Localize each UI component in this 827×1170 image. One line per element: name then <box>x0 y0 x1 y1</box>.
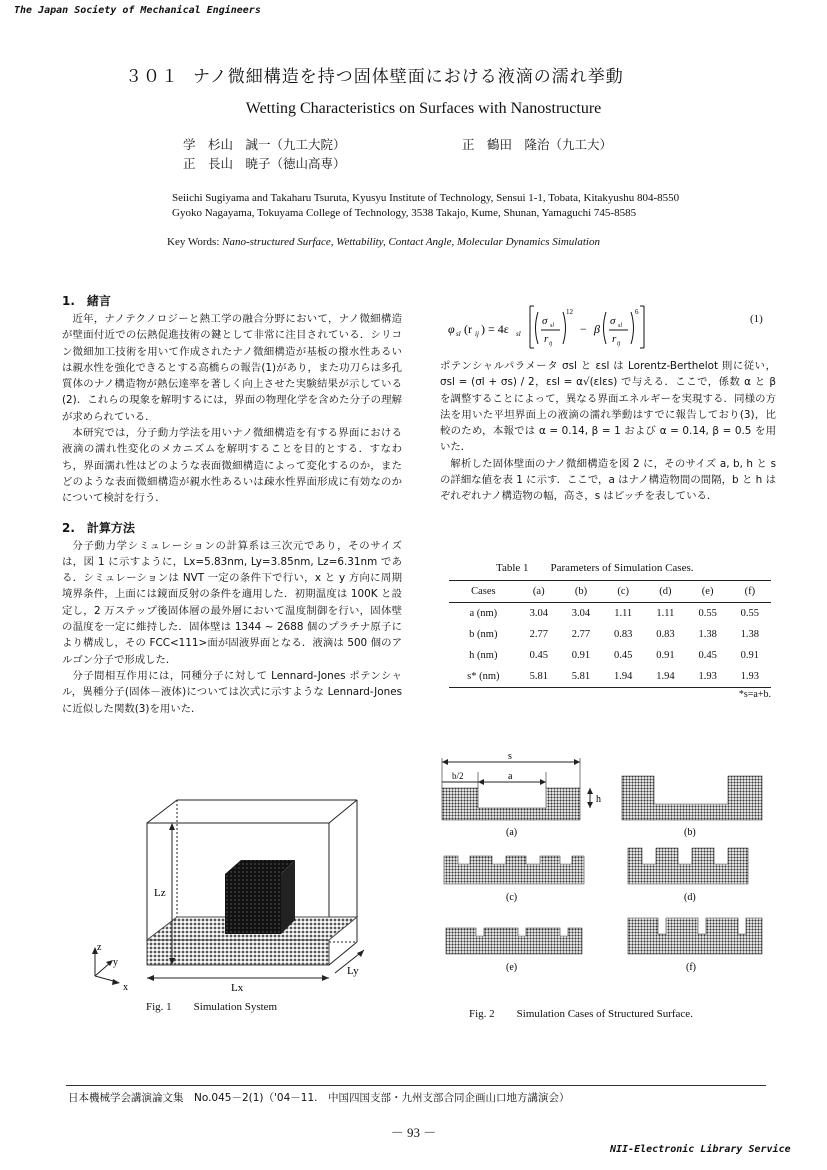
table-note: *s=a+b. <box>738 689 771 700</box>
svg-text:6: 6 <box>635 308 639 316</box>
surface-panel-c <box>444 856 584 903</box>
equation-lj-formula <box>438 302 768 354</box>
axis-x-label: x <box>123 982 128 993</box>
table-cell: 0.83 <box>614 629 633 640</box>
table-cell: 0.45 <box>529 650 548 661</box>
svg-text:sl: sl <box>550 323 555 329</box>
svg-text:sl: sl <box>516 330 521 338</box>
right-paragraph-1: ポテンシャルパラメータ σsl と εsl は Lorentz-Berthelot 則に従い，σsl = (σl + σs) / 2，εsl = α√(εlεs) で与える．ここで，係数 α と β を調整することによって，異なる界面エネルギーを実現する．同様の方法を用いた平坦界面上の液滴の濡れ挙動はすでに報告しており(3)，比較のため，本報では α = 0.14, β = 1 および α = 0.14, β = 0.5 を用いた． <box>440 360 776 454</box>
table-cell: 1.38 <box>740 629 760 640</box>
table-cell: 0.91 <box>656 650 675 661</box>
table-header: (e) <box>701 586 714 597</box>
table-cell: 1.94 <box>656 671 675 682</box>
table-row <box>449 603 771 625</box>
table-cell: 1.93 <box>740 671 760 682</box>
table-cell: b (nm) <box>469 629 498 640</box>
method-heading: 2. 計算方法 <box>62 520 135 535</box>
keywords-line <box>167 236 600 248</box>
paper-title-jp <box>125 62 725 87</box>
intro-paragraph-1: 近年，ナノテクノロジーと熱工学の融合分野において，ナノ微細構造が壁面付近での伝熱促進技術の鍵として非常に注目されている．シリコン微細加工技術を用いて作成されたナノ微細構造が基板の撥水性あるいは親水性を強化できるとする高橋らの報告(1)があり，また功刀らは多孔質体のナノ構造物が熱伝達率を著しく向上させた実験結果が示している(2)．これらの現象を解明するには，界面の物理化学を含めた分子の理解が求められている． <box>62 313 402 423</box>
table-cell: 1.11 <box>656 608 675 619</box>
table-header: (c) <box>617 586 630 597</box>
figure-1-simulation-system <box>85 790 385 1005</box>
surface-panel-b <box>622 776 762 838</box>
svg-text:) = 4ε: ) = 4ε <box>481 322 509 336</box>
panel-label-e: (e) <box>506 962 518 973</box>
table-cell: 1.93 <box>698 671 717 682</box>
table-cell: 5.81 <box>571 671 591 682</box>
table-cell: 0.55 <box>698 608 717 619</box>
svg-text:sl: sl <box>618 323 623 329</box>
svg-text:ij: ij <box>549 341 553 347</box>
dimension-h: h <box>596 794 601 805</box>
table-row <box>449 645 771 666</box>
solid-wall-front <box>147 940 329 965</box>
svg-text:β: β <box>594 322 600 336</box>
svg-text:φ: φ <box>448 322 455 336</box>
svg-text:r: r <box>544 333 549 345</box>
table-cell: s* (nm) <box>467 671 500 682</box>
panel-label-d: (d) <box>684 892 696 903</box>
table-header: (a) <box>532 586 545 597</box>
figure-2-caption: Fig. 2 Simulation Cases of Structured Surface. <box>469 1008 693 1020</box>
left-column <box>62 292 402 717</box>
svg-text:ij: ij <box>617 341 621 347</box>
table-cell: h (nm) <box>469 650 498 661</box>
svg-text:−: − <box>580 322 587 336</box>
keywords-text: Nano-structured Surface, Wettability, Contact Angle, Molecular Dynamics Simulation <box>222 236 600 248</box>
right-column <box>440 358 776 505</box>
table-header: (d) <box>659 586 672 597</box>
label-lz: Lz <box>154 887 166 899</box>
table-row <box>449 666 771 688</box>
surface-panel-e <box>446 928 582 973</box>
table-row <box>449 624 771 645</box>
intro-paragraph-2: 本研究では，分子動力学法を用いナノ微細構造を有する界面における液滴の濡れ性変化のメカニズムを解明することを目的とする．すなわち，界面濡れ性はどのような表面微細構造によって変化するのか，またどのような表面微細構造が親水性あるいは疎水性界面形成に有効なのかについて検討を行う． <box>62 427 402 505</box>
equation-number: (1) <box>750 313 763 325</box>
axis-z-label: z <box>97 942 102 953</box>
dimension-b2: b/2 <box>452 771 464 781</box>
surface-panel-f <box>628 918 762 973</box>
table-cell: 1.94 <box>614 671 633 682</box>
svg-text:(r: (r <box>464 322 472 336</box>
surface-panel-a <box>442 751 601 838</box>
right-paragraph-2: 解析した固体壁面のナノ微細構造を図 2 に，そのサイズ a, b, h と s の詳細な値を表 1 に示す．ここで，a はナノ構造物間の間隔，b と h はぞれぞれナノ構造物の幅，高さ，s はピッチを表している． <box>440 457 776 503</box>
table-cell: 3.04 <box>529 608 548 619</box>
method-paragraph-2: 分子間相互作用には，同種分子に対して Lennard-Jones ポテンシャル，異種分子(固体－液体)については次式に示すような Lennard-Jones に近似した関数(3)を用いた． <box>62 669 402 715</box>
table-cell: 0.55 <box>740 608 760 619</box>
svg-text:ij: ij <box>475 330 479 338</box>
surface-panel-d <box>628 848 748 903</box>
svg-text:12: 12 <box>566 308 573 316</box>
table-header: (b) <box>574 586 588 597</box>
table-cell: a (nm) <box>469 608 498 619</box>
paper-title-en: Wetting Characteristics on Surfaces with Nanostructure <box>245 100 602 117</box>
table-cell: 0.45 <box>698 650 717 661</box>
author-nagayama: 正 長山 暁子（徳山高専） <box>183 156 346 171</box>
table-cell: 1.38 <box>698 629 717 640</box>
page-number: － 93 － <box>390 1125 437 1140</box>
table-cell: 0.91 <box>571 650 591 661</box>
table-cell: 2.77 <box>529 629 548 640</box>
svg-text:σ: σ <box>610 315 616 327</box>
table-header: Cases <box>471 586 496 597</box>
dimension-a: a <box>508 771 513 782</box>
label-ly: Ly <box>347 965 359 977</box>
panel-label-a: (a) <box>506 827 518 838</box>
panel-label-c: (c) <box>506 892 518 903</box>
dimension-s: s <box>508 751 512 762</box>
label-lx: Lx <box>231 982 244 994</box>
table-cell: 0.45 <box>614 650 633 661</box>
table-cell: 1.11 <box>614 608 633 619</box>
intro-heading: 1. 緒言 <box>62 294 111 308</box>
society-header: The Japan Society of Mechanical Engineers <box>14 5 261 16</box>
parameters-table <box>449 580 771 700</box>
affiliation-2: Gyoko Nagayama, Tokuyama College of Technology, 3538 Takajo, Kume, Shunan, Yamaguchi 745-8585 <box>172 207 637 219</box>
table-cell: 3.04 <box>571 608 591 619</box>
equation-1 <box>438 302 778 352</box>
panel-label-f: (f) <box>686 962 696 973</box>
figure-2-structured-surfaces <box>436 748 786 983</box>
keywords-label: Key Words: <box>167 236 223 248</box>
panel-label-b: (b) <box>684 827 696 838</box>
figure-1-caption: Fig. 1 Simulation System <box>146 1001 278 1013</box>
footer-divider <box>66 1085 766 1086</box>
droplet-front <box>225 874 281 934</box>
table-caption: Table 1 Parameters of Simulation Cases. <box>496 562 694 574</box>
table-cell: 0.83 <box>656 629 675 640</box>
table-cell: 0.91 <box>740 650 760 661</box>
table-cell: 5.81 <box>529 671 548 682</box>
proceedings-line: 日本機械学会講演論文集 No.045－2(1)（'04－11. 中国四国支部・九州支部合同企画山口地方講演会） <box>68 1092 570 1104</box>
table-cell: 2.77 <box>571 629 591 640</box>
svg-text:σ: σ <box>542 315 548 327</box>
svg-text:r: r <box>612 333 617 345</box>
title-text-jp: ナノ微細構造を持つ固体壁面における液滴の濡れ挙動 <box>193 67 624 87</box>
affiliation-1: Seiichi Sugiyama and Takaharu Tsuruta, Kyusyu Institute of Technology, Sensui 1-1, Tobata, Kitakyushu 804-8550 <box>172 192 680 204</box>
author-tsuruta: 正 鶴田 隆治（九工大） <box>462 137 613 152</box>
table-header: (f) <box>744 586 756 597</box>
method-paragraph-1: 分子動力学シミュレーションの計算系は三次元であり，そのサイズは，図 1 に示すように，Lx=5.83nm, Ly=3.85nm, Lz=6.31nm である．シミュレーションは NVT 一定の条件下で行い，x と y 方向に周期境界条件，上面には鏡面反射の条件を適用した．初期温度は 100K と設定し，2 万ステップ後固体層の最外層において温度制御を行い，固体壁の温度を一定に維持した．固体壁は 1344 ~ 2688 個のプラチナ原子により構成し，その FCC<111>面が固液界面となる．液滴は 500 個のアルゴン分子で形成した． <box>62 539 402 666</box>
table-header-row <box>449 581 771 603</box>
axis-y-label: y <box>113 957 118 968</box>
nii-service-footer: NII-Electronic Library Service <box>610 1144 791 1155</box>
paper-number: ３０１ <box>125 67 179 87</box>
author-sugiyama: 学 杉山 誠一（九工大院） <box>183 137 346 152</box>
svg-text:sl: sl <box>456 330 461 338</box>
